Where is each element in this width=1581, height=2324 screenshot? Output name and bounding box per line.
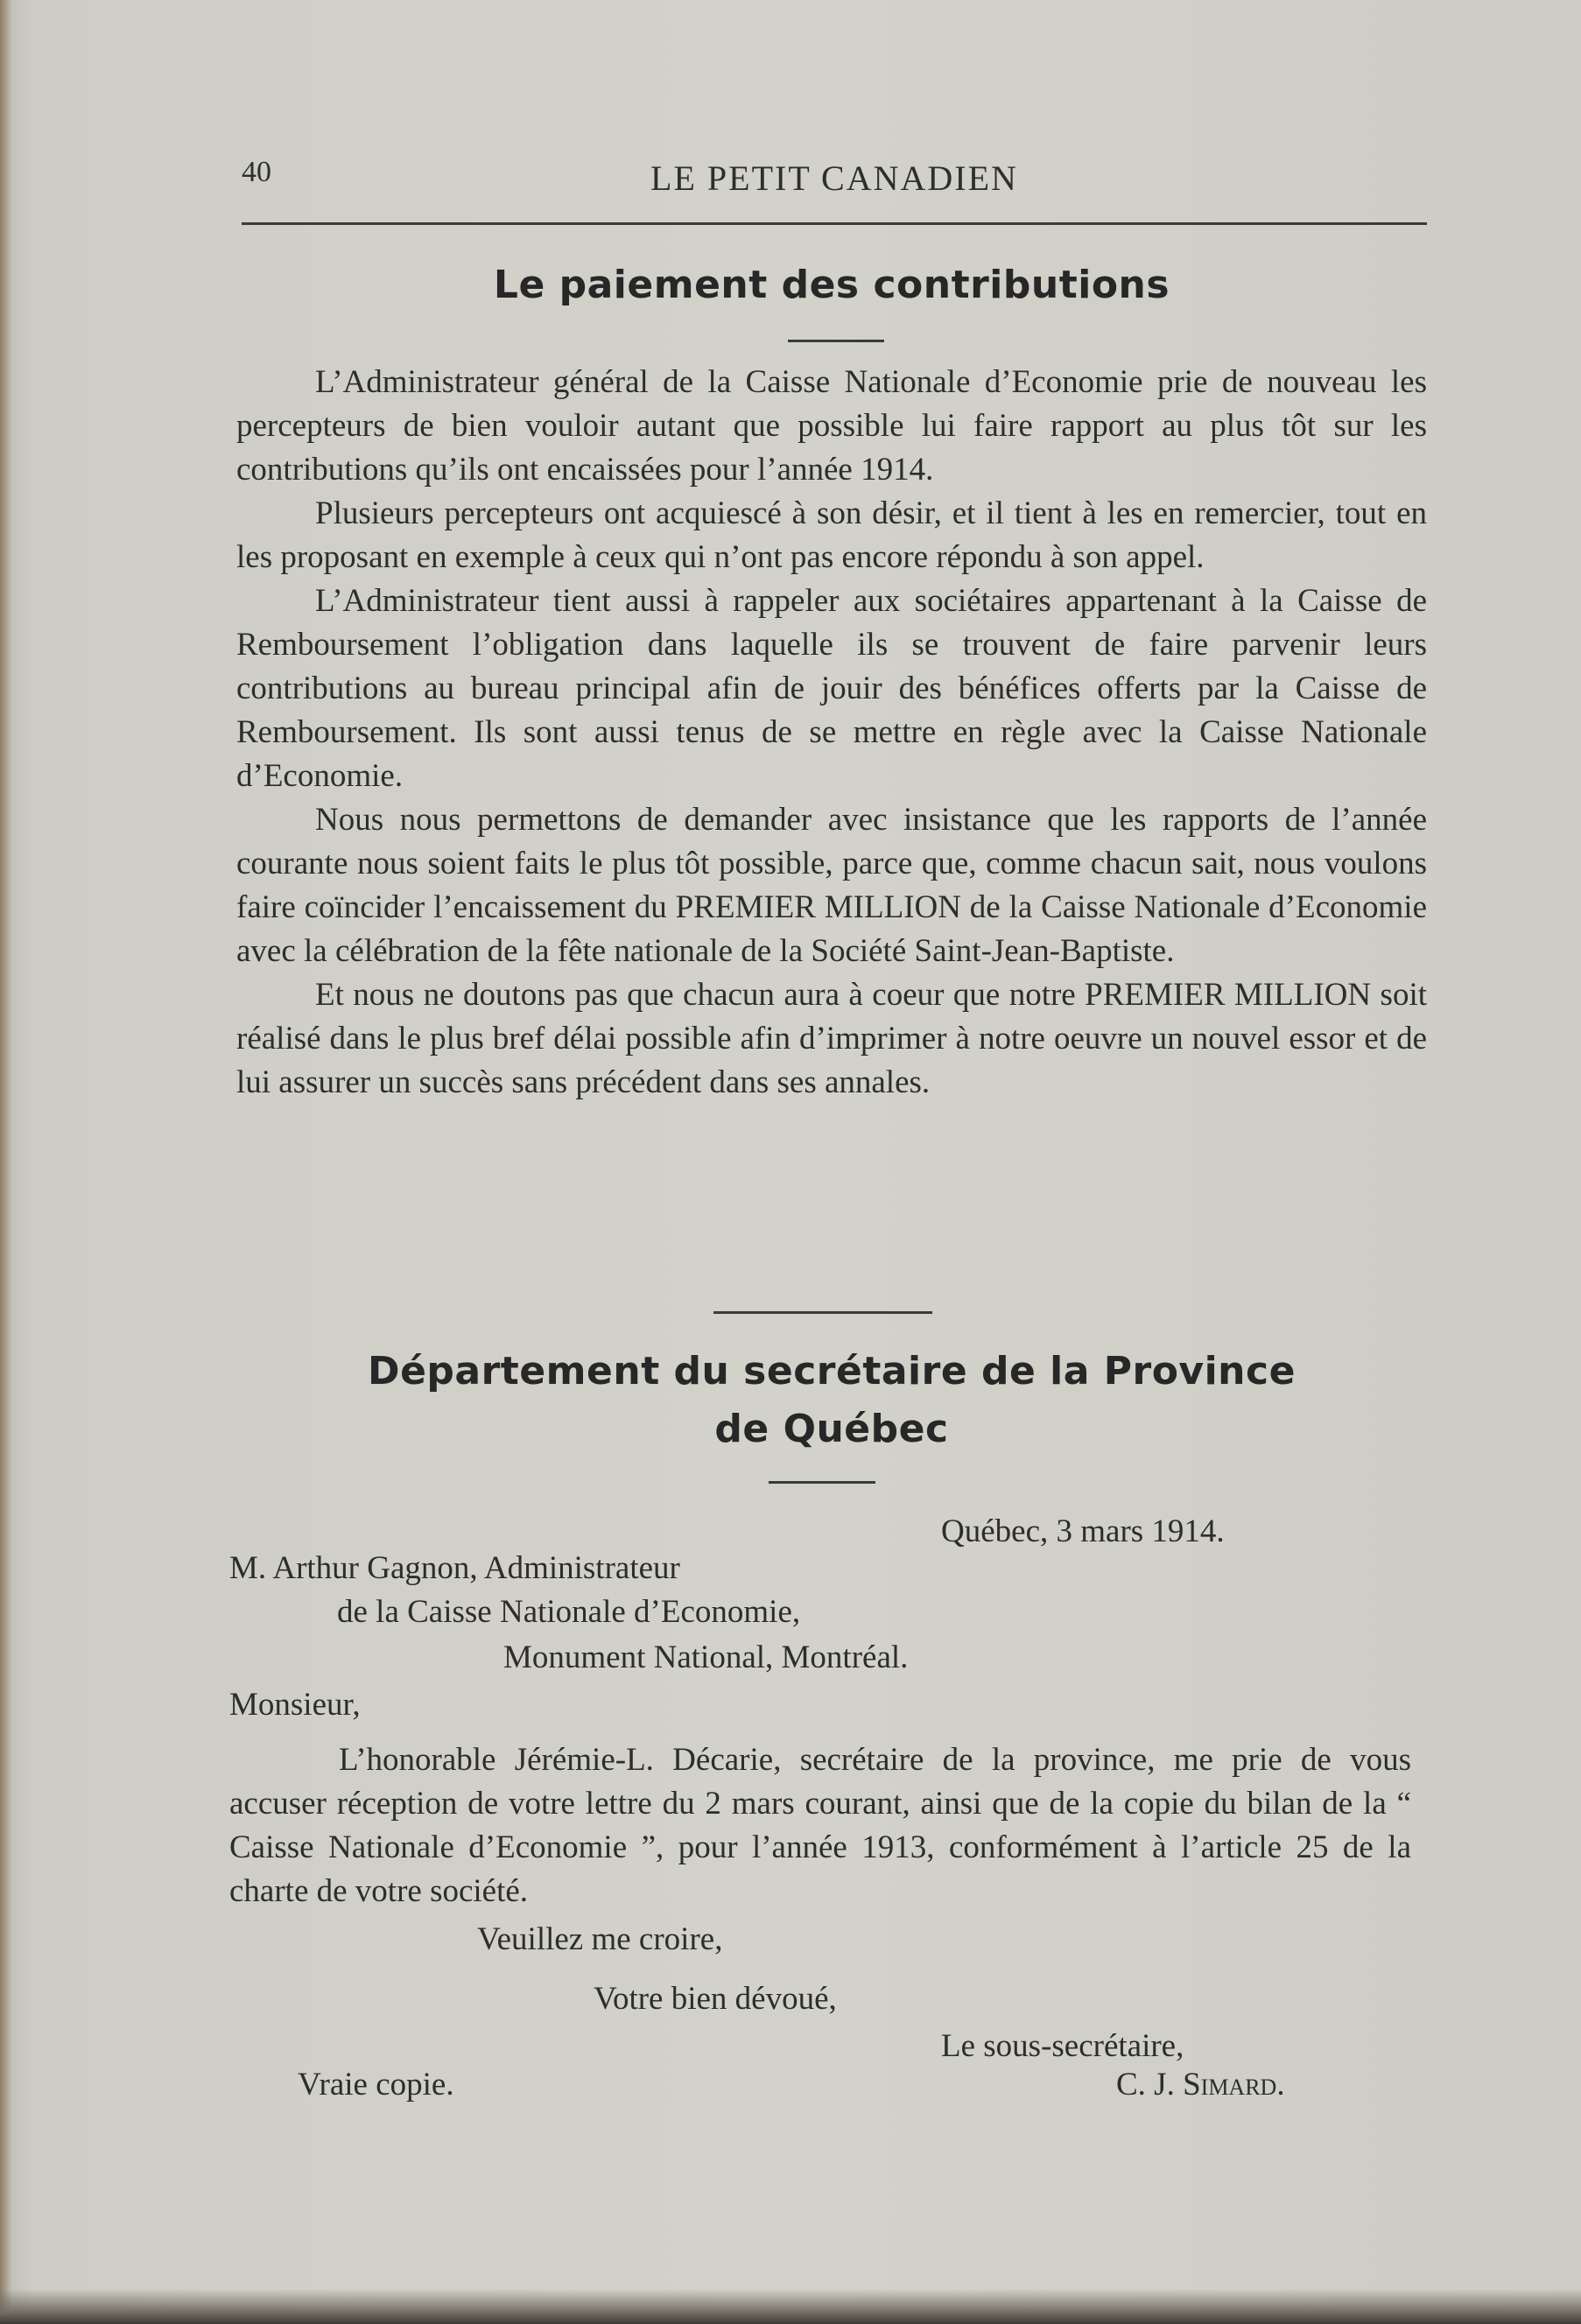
- running-title: LE PETIT CANADIEN: [650, 158, 1018, 198]
- paragraph: Plusieurs percepteurs ont acquiescé à son désir, et il tient à les en remercier, tout en les proposant en exemple à ceux qui n’ont pas encore répondu à son appel.: [236, 495, 1427, 575]
- section-divider: [713, 1311, 932, 1314]
- paragraph: L’Administrateur tient aussi à rappeler aux sociétaires appartenant à la Caisse de Remboursement l’obligation dans laquelle ils se trouvent de faire parvenir leurs contributions au bureau principal afin de jouir des bénéfices offerts par la Caisse de Remboursement. Ils sont aussi tenus de se mettre en règle avec la Caisse Nationale d’Economie.: [236, 583, 1427, 794]
- letter-salutation: Monsieur,: [229, 1687, 361, 1723]
- article-title-line1: Département du secrétaire de la Province: [368, 1349, 1296, 1394]
- letter-closing: Votre bien dévoué,: [594, 1981, 837, 2017]
- paragraph: L’Administrateur général de la Caisse Nationale d’Economie prie de nouveau les percepteurs de bien vouloir autant que possible lui faire rapport au plus tôt sur les contributions qu’ils ont encaissées pour l’année 1914.: [236, 364, 1427, 488]
- paragraph: Nous nous permettons de demander avec insistance que les rapports de l’année courante nous soient faits le plus tôt possible, parce que, comme chacun sait, nous voulons faire coïncider l’encaissement du PREMIER MILLION de la Caisse Nationale d’Economie avec la célébration de la fête nationale de la Société Saint-Jean-Baptiste.: [236, 802, 1427, 969]
- true-copy-note: Vraie copie.: [298, 2067, 454, 2103]
- signatory-name: C. J. Simard.: [1116, 2067, 1285, 2103]
- article-body: [236, 361, 1427, 1105]
- signatory-title: Le sous-secrétaire,: [941, 2028, 1184, 2064]
- paragraph: Et nous ne doutons pas que chacun aura à coeur que notre PREMIER MILLION soit réalisé dans le plus bref délai possible afin d’imprimer à notre oeuvre un nouvel essor et de lui assurer un succès sans précédent dans ses annales.: [236, 977, 1427, 1100]
- article-contributions: [236, 263, 1427, 307]
- header-rule: [242, 222, 1427, 225]
- letter-addressee: Monument National, Montréal.: [503, 1639, 909, 1675]
- title-rule: [769, 1481, 875, 1484]
- letter-closing: Veuillez me croire,: [477, 1921, 723, 1957]
- article-title: Le paiement des contributions: [493, 263, 1170, 307]
- letter-body: [229, 1738, 1411, 1913]
- page-bottom-edge: [0, 2289, 1581, 2324]
- letter-paragraph: L’honorable Jérémie-L. Décarie, secrétaire de la province, me prie de vous accuser réception de votre lettre du 2 mars courant, ainsi que de la copie du bilan de la “ Caisse Nationale d’Economie ”, pour l’année 1913, conformément à l’article 25 de la charte de votre société.: [229, 1742, 1411, 1909]
- letter-addressee: M. Arthur Gagnon, Administrateur: [229, 1550, 680, 1586]
- letter-date: Québec, 3 mars 1914.: [941, 1513, 1225, 1549]
- title-rule: [788, 340, 884, 342]
- article-department: [236, 1341, 1427, 1457]
- letter-addressee: de la Caisse Nationale d’Economie,: [337, 1594, 801, 1630]
- page-binding-edge: [0, 0, 12, 2324]
- page-number: 40: [242, 156, 271, 188]
- article-title-line2: de Québec: [714, 1407, 949, 1451]
- page-header: [242, 156, 1427, 200]
